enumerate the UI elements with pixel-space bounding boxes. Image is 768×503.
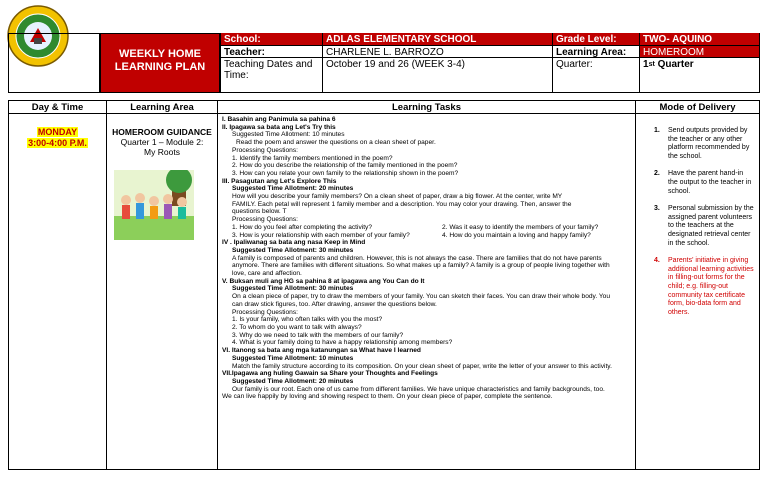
task-line: 1. Is your family, who often talks with you the most? bbox=[232, 316, 383, 324]
task-line: 3. Why do we need to talk with the members of our family? bbox=[232, 331, 404, 339]
tasks-header: Learning Tasks bbox=[218, 101, 635, 114]
plan-title: WEEKLY HOME LEARNING PLAN bbox=[100, 33, 220, 93]
mode-item: 1. Send outputs provided by the teacher or any other platform recommended by the school. bbox=[654, 127, 750, 160]
teacher-label: Teacher: bbox=[220, 46, 323, 57]
task-line: V. Buksan muli ang HG sa pahina 8 at ipagawa ang You Can do It bbox=[222, 277, 425, 285]
area-title: HOMEROOM GUIDANCE bbox=[112, 127, 212, 137]
task-line: VI. Itanong sa bata ang mga katanungan sa What have I learned bbox=[222, 347, 421, 355]
task-line: Match the family structure according to its composition. On your clean sheet of paper, write the letter of your answer to this activity. bbox=[232, 362, 612, 370]
pq-row bbox=[222, 224, 632, 232]
pq-item: 1. How do you feel after completing the activity? bbox=[232, 223, 373, 231]
logo-cell bbox=[8, 33, 100, 93]
day-label: MONDAY bbox=[37, 127, 78, 137]
task-line: 2. To whom do you want to talk with always? bbox=[232, 323, 362, 331]
task-line: Read the poem and answer the questions on a clean sheet of paper. bbox=[236, 139, 436, 147]
pq-item: 4. How do you maintain a loving and happy family? bbox=[442, 231, 591, 239]
pq-item: 2. Was it easy to identify the members of your family? bbox=[442, 223, 599, 231]
learning-plan-table bbox=[8, 100, 760, 470]
task-line: A family is composed of parents and children. However, this is not always the case. There are families that do not have parents bbox=[232, 254, 602, 262]
task-line: II. Ipagawa sa bata ang Let's Try this bbox=[222, 123, 336, 131]
task-line: Processing Questions: bbox=[232, 216, 298, 224]
task-line: Processing Questions: bbox=[232, 146, 298, 154]
task-line: FAMILY. Each petal will represent 1 family member and a description. You may color your drawing. Then, answer the bbox=[232, 200, 572, 208]
task-line: Suggested Time Allotment: 30 minutes bbox=[232, 246, 354, 254]
dates-label: Teaching Dates and Time: bbox=[220, 58, 323, 92]
task-line: We can live happily by loving and showing respect to them. On your clean piece of paper, complete the sentence. bbox=[222, 393, 553, 401]
pq-item: 3. How is your relationship with each member of your family? bbox=[232, 231, 410, 239]
task-line: VII.Ipagawa ang huling Gawain sa Share your Thoughts and Feelings bbox=[222, 370, 438, 378]
mode-item: 4. Parents' initiative in giving additional learning activities in filling-out forms for the child; e.g. filling-out community tax certificate form, bio-data form and others. bbox=[654, 257, 754, 316]
task-line: Suggested Time Allotment: 20 minutes bbox=[232, 377, 354, 385]
task-line: Suggested Time Allotment: 10 minutes bbox=[232, 354, 354, 362]
mode-header: Mode of Delivery bbox=[636, 101, 759, 114]
day-header: Day & Time bbox=[9, 101, 106, 114]
area-header: Learning Area bbox=[107, 101, 217, 114]
children-illustration bbox=[114, 170, 194, 240]
mode-item: 2. Have the parent hand-in the output to the teacher in school. bbox=[654, 170, 752, 195]
task-line: Our family is our root. Each one of us came from different families. We have unique characteristics and family backgrounds, too. bbox=[232, 385, 605, 393]
task-line: III. Pasagutan ang Let's Explore This bbox=[222, 177, 337, 185]
area-quarter: Quarter 1 – Module 2: bbox=[120, 137, 204, 147]
task-line: How will you describe your family members? On a clean sheet of paper, draw a big flower. At the center, write MY bbox=[232, 193, 563, 201]
area-column bbox=[107, 101, 218, 469]
task-line: On a clean piece of paper, try to draw the members of your family. You can sketch their faces. You can draw their whole body. You bbox=[232, 293, 611, 301]
grade-value: TWO- AQUINO bbox=[640, 33, 760, 45]
pq-row bbox=[222, 232, 632, 240]
task-line: Suggested Time Allotment: 20 minutes bbox=[232, 185, 354, 193]
area-module: My Roots bbox=[144, 147, 180, 157]
mode-item: 3. Personal submission by the assigned parent volunteers to the teachers at the designated retrieval center in the school. bbox=[654, 205, 754, 247]
teacher-value: CHARLENE L. BARROZO bbox=[323, 46, 553, 57]
task-line: 4. What is your family doing to have a happy relationship among members? bbox=[232, 339, 453, 347]
dates-value: October 19 and 26 (WEEK 3-4) bbox=[323, 58, 553, 92]
school-label: School: bbox=[220, 33, 323, 45]
time-label: 3:00-4:00 P.M. bbox=[28, 137, 87, 148]
task-line: IV . Ipaliwanag sa bata ang nasa Keep in Mind bbox=[222, 239, 366, 247]
quarter-label: Quarter: bbox=[553, 58, 640, 92]
task-line: Suggested Time Allotment: 10 minutes bbox=[232, 131, 345, 139]
task-line: I. Basahin ang Panimula sa pahina 6 bbox=[222, 116, 336, 123]
task-line: anymore. There are families with different situations. So what makes up a family? A family is a group of people living together with bbox=[232, 262, 610, 270]
day-column bbox=[9, 101, 107, 469]
quarter-value: 1st Quarter bbox=[640, 58, 760, 92]
task-line: 2. How do you describe the relationship of the family mentioned in the poem? bbox=[232, 162, 458, 170]
task-line: Suggested Time Allotment: 30 minutes bbox=[232, 285, 354, 293]
mode-column bbox=[636, 101, 759, 469]
area-label: Learning Area: bbox=[553, 46, 640, 57]
tasks-column bbox=[218, 101, 636, 469]
task-line: Processing Questions: bbox=[232, 308, 298, 316]
task-line: 1. Identify the family members mentioned in the poem? bbox=[232, 154, 393, 162]
task-line: can draw stick figures, too. After drawing, answer the questions below. bbox=[232, 300, 437, 308]
task-line: love, care and affection. bbox=[232, 270, 302, 278]
task-line: questions below. T bbox=[232, 208, 287, 216]
tasks-body bbox=[222, 116, 632, 401]
grade-label: Grade Level: bbox=[553, 33, 640, 45]
school-value: ADLAS ELEMENTARY SCHOOL bbox=[323, 33, 553, 45]
area-value: HOMEROOM bbox=[640, 46, 760, 57]
task-line: 3. How can you relate your own family to the relationship shown in the poem? bbox=[232, 169, 459, 177]
